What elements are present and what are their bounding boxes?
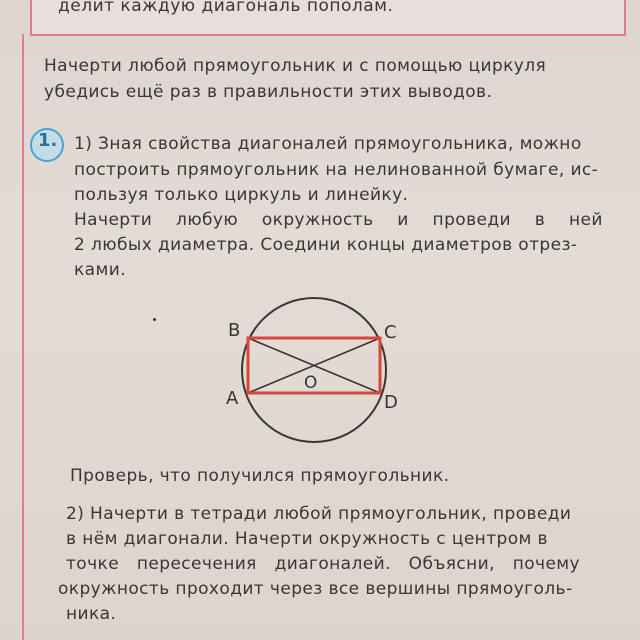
check-line: Проверь, что получился прямоугольник. <box>70 466 450 486</box>
part2-line-5: ника. <box>66 604 117 624</box>
vertex-label-a: A <box>226 388 239 409</box>
part1-line-5: 2 любых диаметра. Соедини концы диаметров отрез- <box>74 235 578 255</box>
intro-line-2: убедись ещё раз в правильности этих выводов. <box>44 82 493 102</box>
circumscribed-circle <box>242 298 386 442</box>
part2-line-1: 2) Начерти в тетради любой прямоугольник, проведи <box>66 504 572 524</box>
part2-line-4: окружность проходит через все вершины прямоуголь- <box>58 579 573 599</box>
vertex-label-b: B <box>228 320 241 341</box>
intro-line-1 <box>44 56 604 76</box>
part1-line-6: ками. <box>74 260 126 280</box>
part1-line-1: 1) Зная свойства диагоналей прямоугольника, можно <box>74 134 582 154</box>
intro-line-1-text: Начерти любой прямоугольник и с помощью циркуля <box>44 56 547 76</box>
rule-box-text: делит каждую диагональ пополам. <box>58 0 394 16</box>
part2-line-2: в нём диагонали. Начерти окружность с центром в <box>66 529 548 549</box>
vertex-label-d: D <box>384 392 398 413</box>
part1-line-3: пользуя только циркуль и линейку. <box>74 185 409 205</box>
part2-line-3: точке пересечения диагоналей. Объясни, почему <box>66 554 580 574</box>
vertex-label-c: C <box>384 322 397 343</box>
center-label-o: O <box>304 373 318 393</box>
pencil-mark <box>153 318 156 321</box>
circle-rectangle-figure <box>200 288 440 448</box>
part1-line-4: Начерти любую окружность и проведи в ней <box>74 210 603 230</box>
part1-line-2: построить прямоугольник на нелинованной бумаге, ис- <box>74 160 599 180</box>
margin-line <box>22 34 24 640</box>
task-number: 1. <box>38 130 58 151</box>
rule-box <box>30 0 626 36</box>
